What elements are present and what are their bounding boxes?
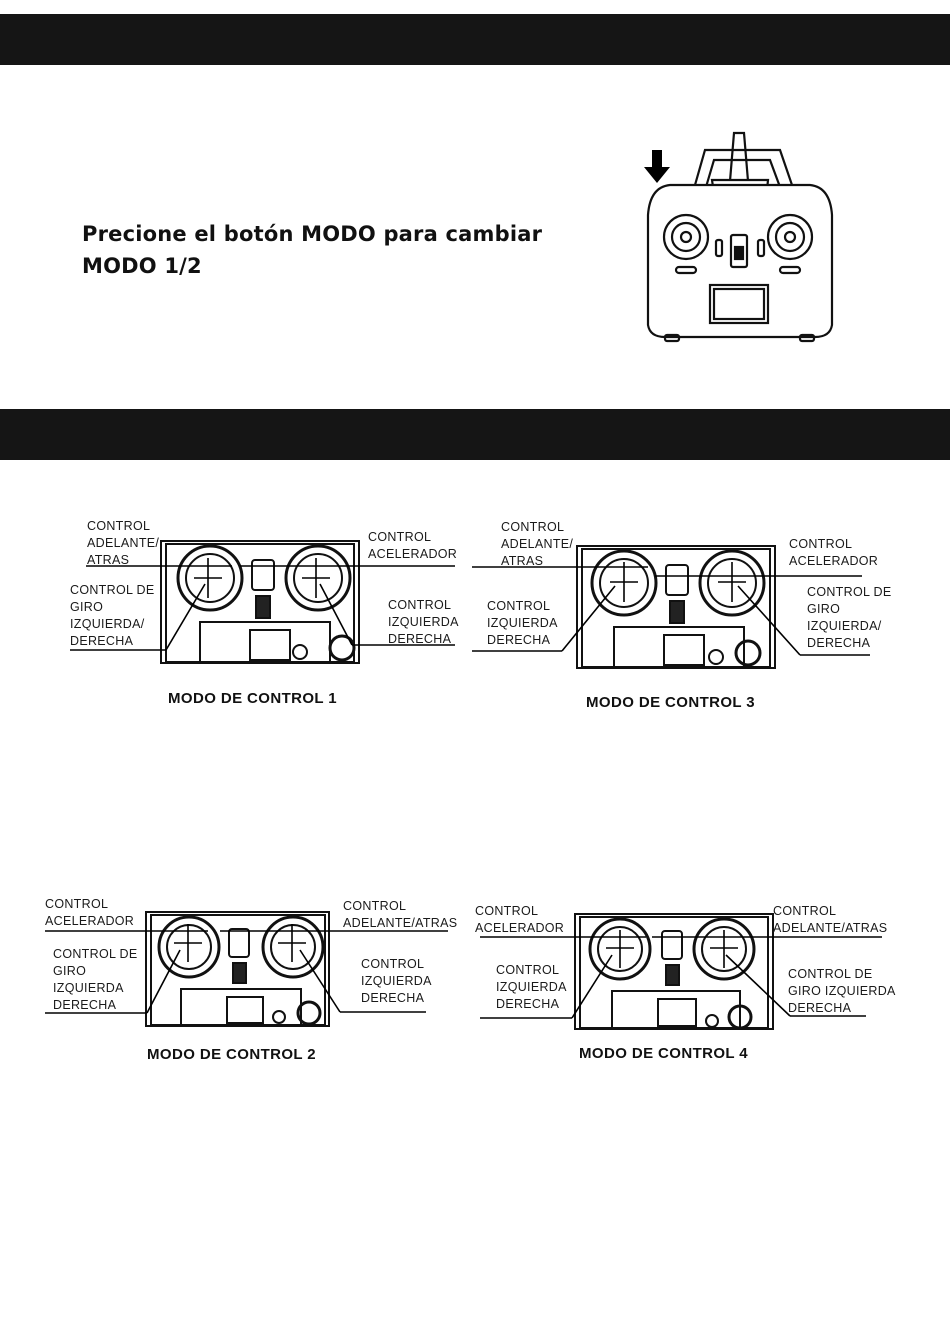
label-throttle: CONTROL ACELERADOR: [789, 537, 879, 568]
mode-caption: MODO DE CONTROL 3: [586, 694, 756, 711]
label-forward-back: CONTROL ADELANTE/ ATRAS: [87, 519, 160, 567]
label-left-right: CONTROL IZQUIERDA DERECHA: [388, 598, 459, 646]
mode-instruction-line1: Precione el botón MODO para cambiar: [82, 222, 543, 246]
label-throttle: CONTROL ACELERADOR: [45, 897, 135, 928]
label-left-right: CONTROL IZQUIERDA DERECHA: [496, 963, 567, 1011]
mode-instruction-line2: MODO 1/2: [82, 254, 202, 278]
label-yaw: CONTROL DE GIRO IZQUIERDA/ DERECHA: [70, 583, 155, 648]
label-forward-back: CONTROL ADELANTE/ATRAS: [773, 904, 888, 935]
mode-caption: MODO DE CONTROL 4: [579, 1045, 749, 1062]
label-forward-back: CONTROL ADELANTE/ATRAS: [343, 899, 458, 930]
label-yaw: CONTROL DE GIRO IZQUIERDA DERECHA: [788, 967, 896, 1015]
label-yaw: CONTROL DE GIRO IZQUIERDA/ DERECHA: [807, 585, 892, 650]
label-yaw: CONTROL DE GIRO IZQUIERDA DERECHA: [53, 947, 138, 1012]
label-left-right: CONTROL IZQUIERDA DERECHA: [361, 957, 432, 1005]
mode-caption: MODO DE CONTROL 1: [168, 690, 338, 707]
label-throttle: CONTROL ACELERADOR: [368, 530, 458, 561]
label-throttle: CONTROL ACELERADOR: [475, 904, 565, 935]
mode-caption: MODO DE CONTROL 2: [147, 1046, 317, 1063]
label-left-right: CONTROL IZQUIERDA DERECHA: [487, 599, 558, 647]
label-forward-back: CONTROL ADELANTE/ ATRAS: [501, 520, 574, 568]
